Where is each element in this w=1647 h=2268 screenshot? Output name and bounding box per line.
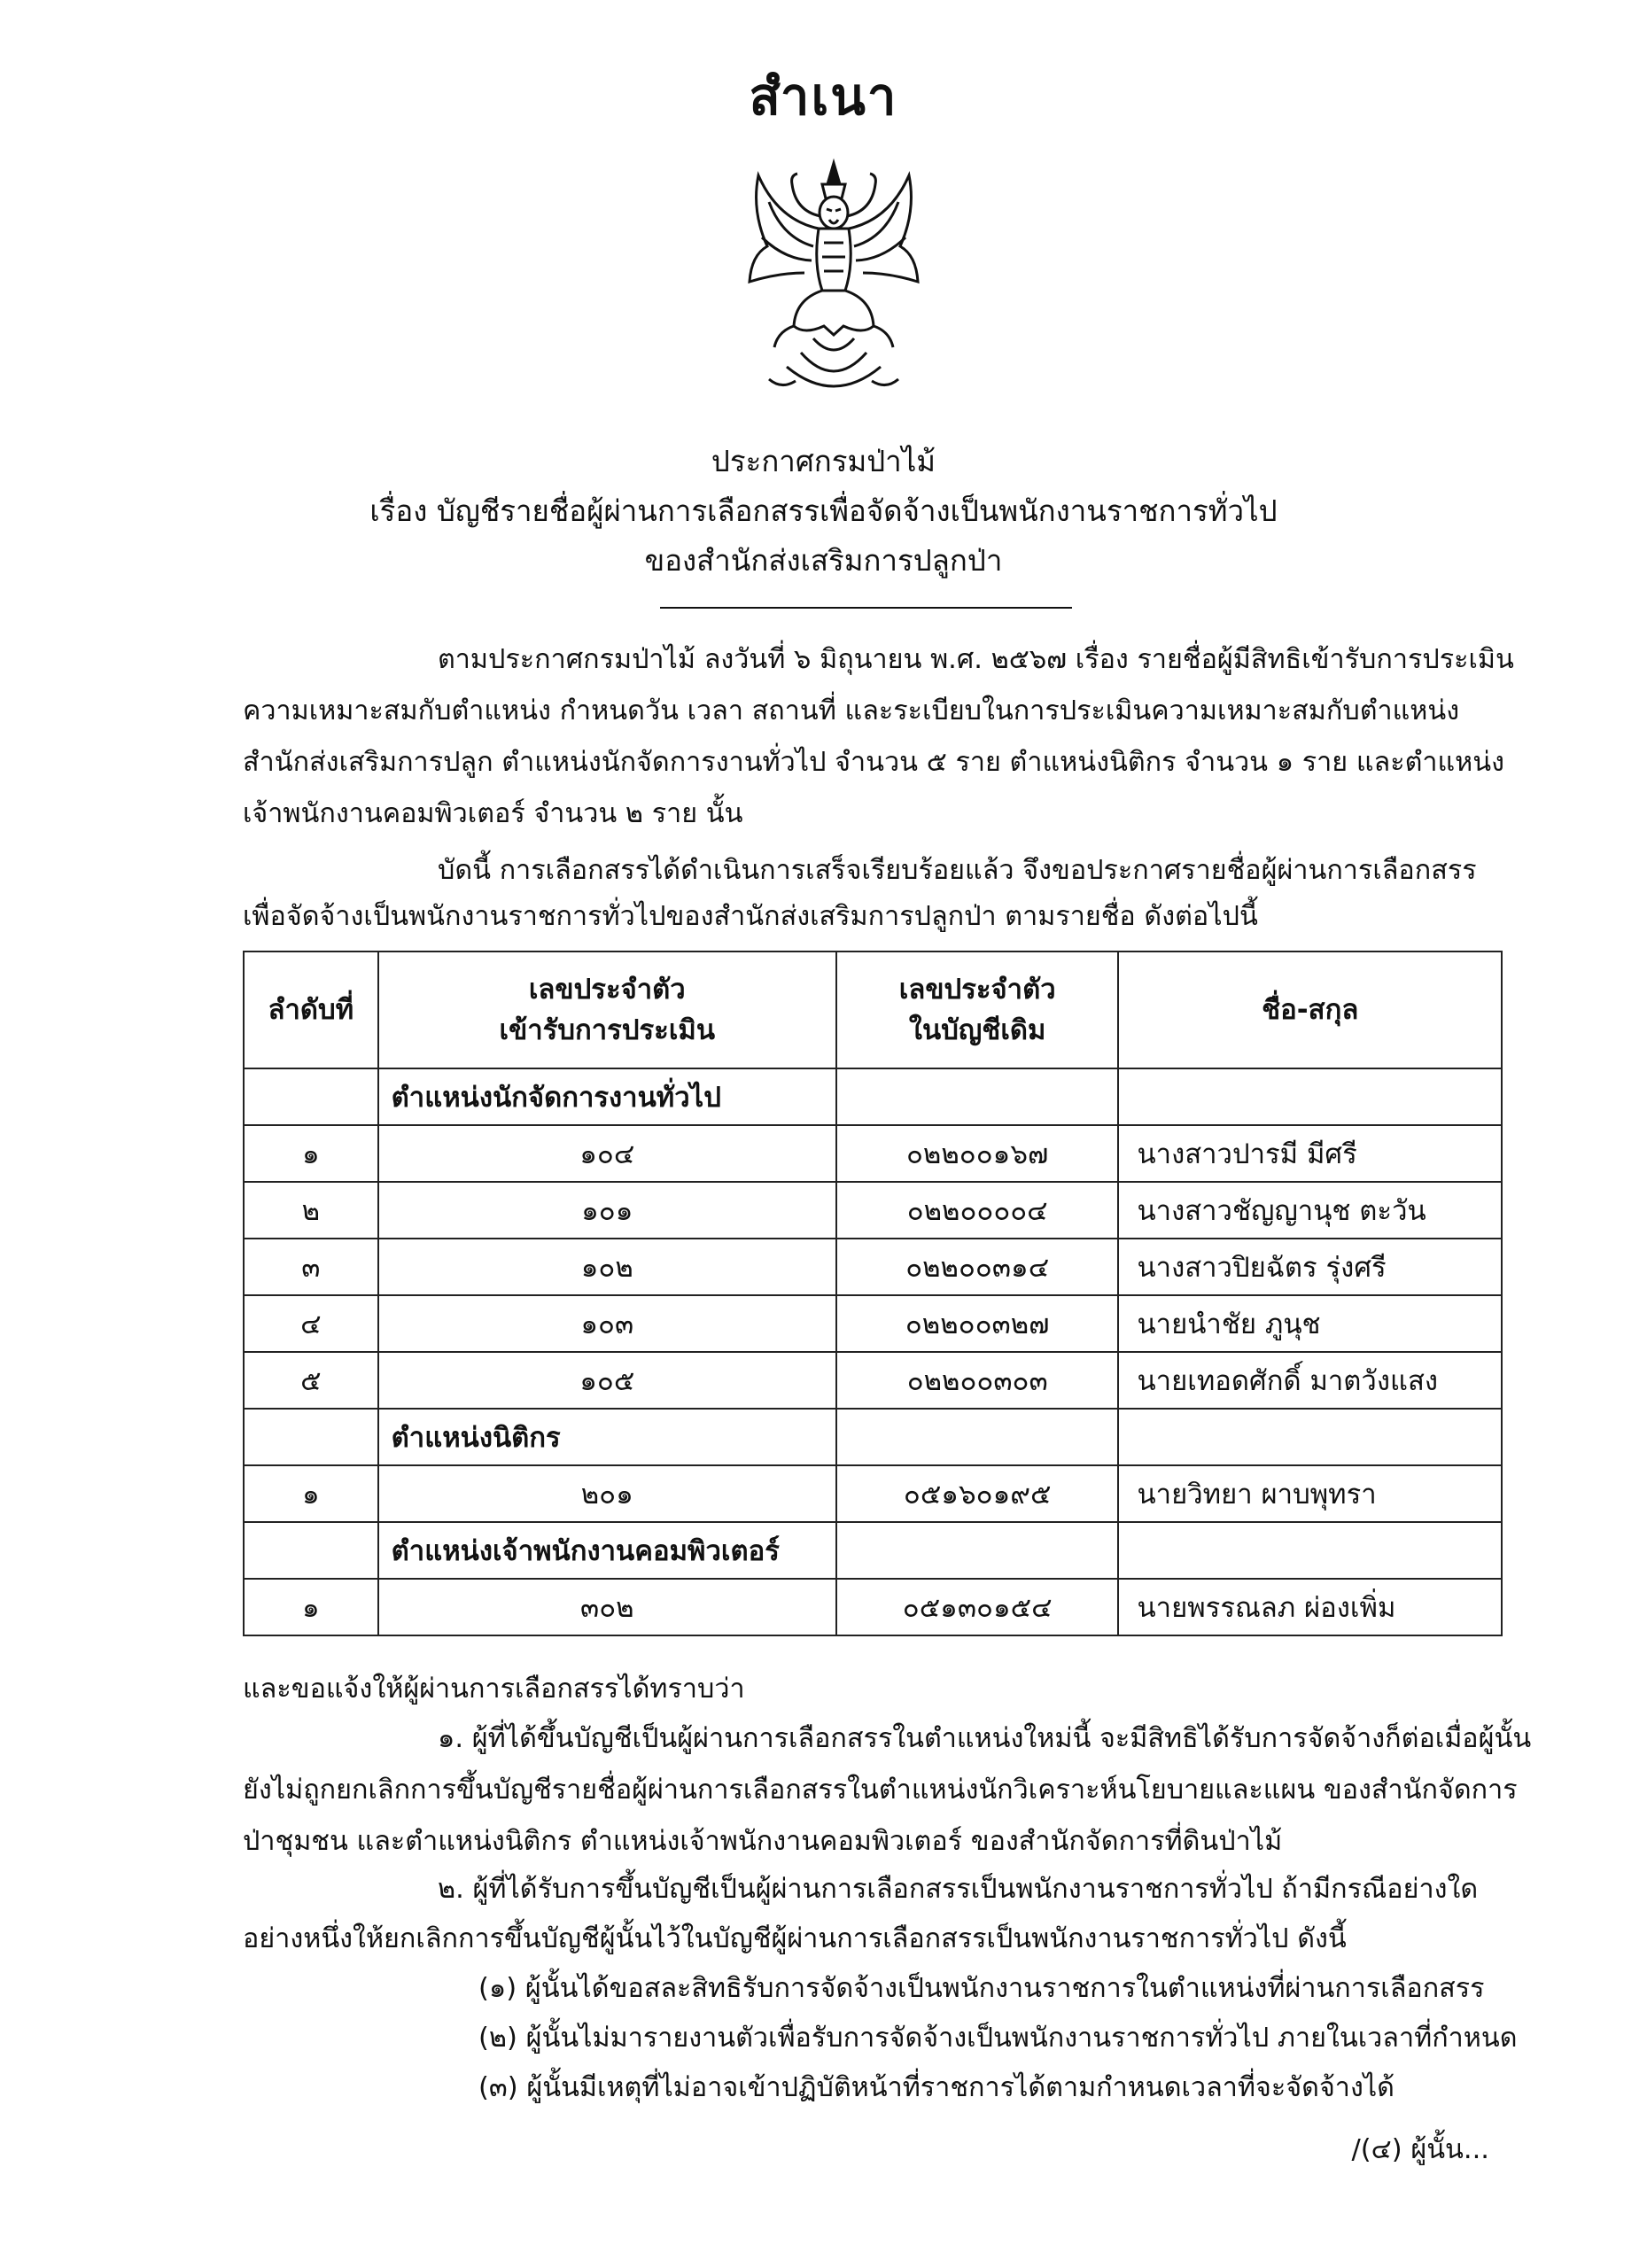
col-exam-id-header-line2: เข้ารับการประเมิน (499, 1014, 716, 1046)
name-cell: นางสาวปิยฉัตร รุ่งศรี (1118, 1239, 1502, 1295)
intro-p2-line2: เพื่อจัดจ้างเป็นพนักงานราชการทั่วไปของสำนักส่งเสริมการปลูกป่า ตามรายชื่อ ดังต่อไปนี้ (243, 901, 1258, 932)
copy-stamp-title: สำเนา (749, 66, 898, 127)
order-cell: ๑ (244, 1465, 378, 1522)
section-title: ตำแหน่งเจ้าพนักงานคอมพิวเตอร์ (378, 1522, 836, 1579)
name-cell: นายเทอดศักดิ์ มาตวังแสง (1118, 1352, 1502, 1409)
section-row (244, 1068, 1502, 1125)
section-title: ตำแหน่งนิติกร (378, 1409, 836, 1465)
order-cell: ๕ (244, 1352, 378, 1409)
exam-id-cell: ๑๐๑ (378, 1182, 836, 1239)
name-cell: นายวิทยา ผาบพุทรา (1118, 1465, 1502, 1522)
section-title: ตำแหน่งนักจัดการงานทั่วไป (378, 1068, 836, 1125)
header-divider (660, 607, 1072, 609)
notice-lead: และขอแจ้งให้ผู้ผ่านการเลือกสรรได้ทราบว่า (243, 1674, 745, 1705)
old-id-cell: ๐๕๑๓๐๑๕๔ (836, 1579, 1119, 1635)
issuer-title: ประกาศกรมป่าไม้ (711, 444, 936, 478)
exam-id-cell: ๑๐๕ (378, 1352, 836, 1409)
name-cell: นางสาวชัญญานุช ตะวัน (1118, 1182, 1502, 1239)
table-row (244, 1239, 1502, 1295)
table-row (244, 1579, 1502, 1635)
name-cell: นายนำชัย ภูนุช (1118, 1295, 1502, 1352)
results-table (243, 951, 1503, 1636)
table-row (244, 1465, 1502, 1522)
col-old-id-header (836, 951, 1119, 1068)
notice-item1-line2: ยังไม่ถูกยกเลิกการขึ้นบัญชีรายชื่อผู้ผ่านการเลือกสรรในตำแหน่งนักวิเคราะห์นโยบายและแผน ของสำนักจัดการ (243, 1775, 1518, 1806)
order-cell: ๑ (244, 1125, 378, 1182)
notice-item2-line1: ๒. ผู้ที่ได้รับการขึ้นบัญชีเป็นผู้ผ่านการเลือกสรรเป็นพนักงานราชการทั่วไป ถ้ามีกรณีอย่างใด (438, 1874, 1479, 1905)
col-exam-id-header (378, 951, 836, 1068)
notice-sub-item-3: (๓) ผู้นั้นมีเหตุที่ไม่อาจเข้าปฏิบัติหน้าที่ราชการได้ตามกำหนดเวลาที่จะจัดจ้างได้ (478, 2072, 1395, 2103)
order-cell: ๓ (244, 1239, 378, 1295)
table-header-row (244, 951, 1502, 1068)
notice-sub-item-1: (๑) ผู้นั้นได้ขอสละสิทธิรับการจัดจ้างเป็นพนักงานราชการในตำแหน่งที่ผ่านการเลือกสรร (478, 1973, 1485, 2004)
col-name-header: ชื่อ-สกุล (1118, 951, 1502, 1068)
name-cell: นางสาวปารมี มีศรี (1118, 1125, 1502, 1182)
section-row (244, 1522, 1502, 1579)
order-cell: ๒ (244, 1182, 378, 1239)
subject-line-2: ของสำนักส่งเสริมการปลูกป่า (644, 543, 1003, 578)
old-id-cell: ๐๒๒๐๐๓๐๓ (836, 1352, 1119, 1409)
exam-id-cell: ๑๐๒ (378, 1239, 836, 1295)
exam-id-cell: ๑๐๓ (378, 1295, 836, 1352)
table-row (244, 1352, 1502, 1409)
section-row (244, 1409, 1502, 1465)
order-cell: ๔ (244, 1295, 378, 1352)
exam-id-cell: ๒๐๑ (378, 1465, 836, 1522)
intro-p2-line1: บัดนี้ การเลือกสรรได้ดำเนินการเสร็จเรียบร้อยแล้ว จึงขอประกาศรายชื่อผู้ผ่านการเลือกสรร (438, 855, 1477, 886)
col-order-header: ลำดับที่ (244, 951, 378, 1068)
col-exam-id-header-line1: เลขประจำตัว (528, 973, 686, 1006)
old-id-cell: ๐๒๒๐๐๓๒๗ (836, 1295, 1119, 1352)
intro-p1-line4: เจ้าพนักงานคอมพิวเตอร์ จำนวน ๒ ราย นั้น (243, 798, 743, 829)
continuation-note: /(๔) ผู้นั้น... (1351, 2134, 1489, 2165)
table-row (244, 1182, 1502, 1239)
table-row (244, 1295, 1502, 1352)
intro-p1-line3: สำนักส่งเสริมการปลูก ตำแหน่งนักจัดการงานทั่วไป จำนวน ๕ ราย ตำแหน่งนิติกร จำนวน ๑ ราย และตำแหน่ง (243, 747, 1505, 778)
garuda-emblem-icon (742, 158, 925, 399)
table-row (244, 1125, 1502, 1182)
notice-sub-item-2: (๒) ผู้นั้นไม่มารายงานตัวเพื่อรับการจัดจ้างเป็นพนักงานราชการทั่วไป ภายในเวลาที่กำหนด (478, 2023, 1518, 2054)
order-cell: ๑ (244, 1579, 378, 1635)
col-old-id-header-line1: เลขประจำตัว (898, 973, 1056, 1006)
exam-id-cell: ๑๐๔ (378, 1125, 836, 1182)
notice-item1-line3: ป่าชุมชน และตำแหน่งนิติกร ตำแหน่งเจ้าพนักงานคอมพิวเตอร์ ของสำนักจัดการที่ดินป่าไม้ (243, 1826, 1283, 1857)
name-cell: นายพรรณลภ ผ่องเพิ่ม (1118, 1579, 1502, 1635)
old-id-cell: ๐๕๑๖๐๑๙๕ (836, 1465, 1119, 1522)
intro-p1-line1: ตามประกาศกรมป่าไม้ ลงวันที่ ๖ มิถุนายน พ.ศ. ๒๕๖๗ เรื่อง รายชื่อผู้มีสิทธิเข้ารับการประเมิน (438, 644, 1514, 675)
intro-p1-line2: ความเหมาะสมกับตำแหน่ง กำหนดวัน เวลา สถานที่ และระเบียบในการประเมินความเหมาะสมกับตำแหน่ง (243, 695, 1460, 726)
old-id-cell: ๐๒๒๐๐๓๑๔ (836, 1239, 1119, 1295)
notice-item2-line2: อย่างหนึ่งให้ยกเลิกการขึ้นบัญชีผู้นั้นไว้ในบัญชีผู้ผ่านการเลือกสรรเป็นพนักงานราชการทั่วไป ดังนี้ (243, 1923, 1347, 1954)
notice-item1-line1: ๑. ผู้ที่ได้ขึ้นบัญชีเป็นผู้ผ่านการเลือกสรรในตำแหน่งใหม่นี้ จะมีสิทธิได้รับการจัดจ้างก็ต่อเมื่อผู้นั้น (438, 1723, 1532, 1754)
old-id-cell: ๐๒๒๐๐๐๐๔ (836, 1182, 1119, 1239)
subject-line-1: เรื่อง บัญชีรายชื่อผู้ผ่านการเลือกสรรเพื่อจัดจ้างเป็นพนักงานราชการทั่วไป (369, 493, 1278, 528)
exam-id-cell: ๓๐๒ (378, 1579, 836, 1635)
col-old-id-header-line2: ในบัญชีเดิม (908, 1014, 1046, 1046)
old-id-cell: ๐๒๒๐๐๑๖๗ (836, 1125, 1119, 1182)
